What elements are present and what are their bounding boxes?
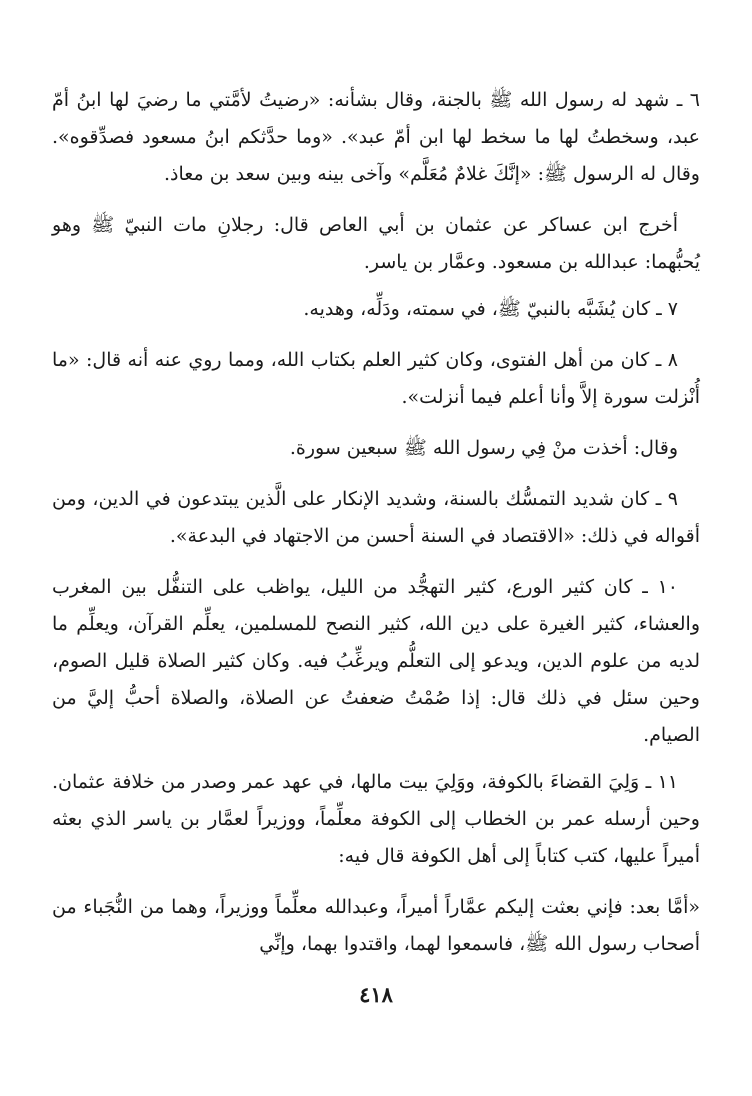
paragraph-wa-qala: وقال: أخذت منْ فِي رسول الله ﷺ سبعين سورة.: [289, 437, 678, 459]
spacer: [52, 416, 700, 430]
spacer: [52, 555, 700, 569]
page-number: ٤١٨: [359, 982, 393, 1007]
spacer: [52, 193, 700, 207]
paragraph-9: ٩ ـ كان شديد التمسُّك بالسنة، وشديد الإنكار على الَّذين يبتدعون في الدين، ومن أقواله في ذلك: «الاقتصاد في السنة أحسن من الاجتهاد في البدعة».: [52, 488, 700, 547]
paragraph-7: ٧ ـ كان يُشَبَّه بالنبيّ ﷺ، في سمته، ودَلِّه، وهديه.: [303, 298, 678, 320]
spacer: [52, 281, 700, 291]
paragraph-ibn-asakir: أخرج ابن عساكر عن عثمان بن أبي العاص قال: رجلانِ مات النبيّ ﷺ وهو يُحبُّهما: عبدالله بن مسعود. وعمَّار بن ياسر.: [52, 214, 700, 273]
spacer: [52, 754, 700, 764]
spacer: [52, 328, 700, 342]
spacer: [52, 467, 700, 481]
spacer: [52, 875, 700, 889]
paragraph-letter: «أمَّا بعد: فإني بعثت إليكم عمَّاراً أميراً، وعبدالله معلِّماً ووزيراً، وهما من النُّجَباء من أصحاب رسول الله ﷺ، فاسمعوا لهما، واقتدوا بهما، وإنِّي: [52, 896, 700, 955]
paragraph-11: ١١ ـ وَلِيَ القضاءَ بالكوفة، ووَلِيَ بيت مالها، في عهد عمر وصدر من خلافة عثمان. وحين أرسله عمر بن الخطاب إلى الكوفة معلِّماً، ووزيراً لعمَّار بن ياسر الذي بعثه أميراً عليها، كتب كتاباً إلى أهل الكوفة قال فيه:: [52, 771, 700, 867]
paragraph-10: ١٠ ـ كان كثير الورع، كثير التهجُّد من الليل، يواظب على التنفُّل بين المغرب والعشاء، كثير الغيرة على دين الله، كثير النصح للمسلمين، يعلِّم القرآن، ويعلِّم ما لديه من علوم الدين، ويدعو إلى التعلُّم ويرغِّبُ فيه. وكان كثير الصلاة قليل الصوم، وحين سئل في ذلك قال: إذا صُمْتُ ضعفتُ عن الصلاة، والصلاة أحبُّ إليَّ من الصيام.: [52, 576, 700, 746]
paragraph-8: ٨ ـ كان من أهل الفتوى، وكان كثير العلم بكتاب الله، ومما روي عنه أنه قال: «ما أُنْزلت سورة إلاَّ وأنا أعلم فيما أنزلت».: [52, 349, 700, 408]
page-body: [52, 82, 700, 963]
paragraph-6: ٦ ـ شهد له رسول الله ﷺ بالجنة، وقال بشأنه: «رضيتُ لأمَّتي ما رضيَ لها ابنُ أمّ عبد، وسخطتُ لها ما سخط لها ابن أمّ عبد». «وما حدَّثكم ابنُ مسعود فصدِّقوه». وقال له الرسول ﷺ: «إنَّكَ غلامٌ مُعَلَّم» وآخى بينه وبين سعد بن معاذ.: [52, 89, 700, 185]
